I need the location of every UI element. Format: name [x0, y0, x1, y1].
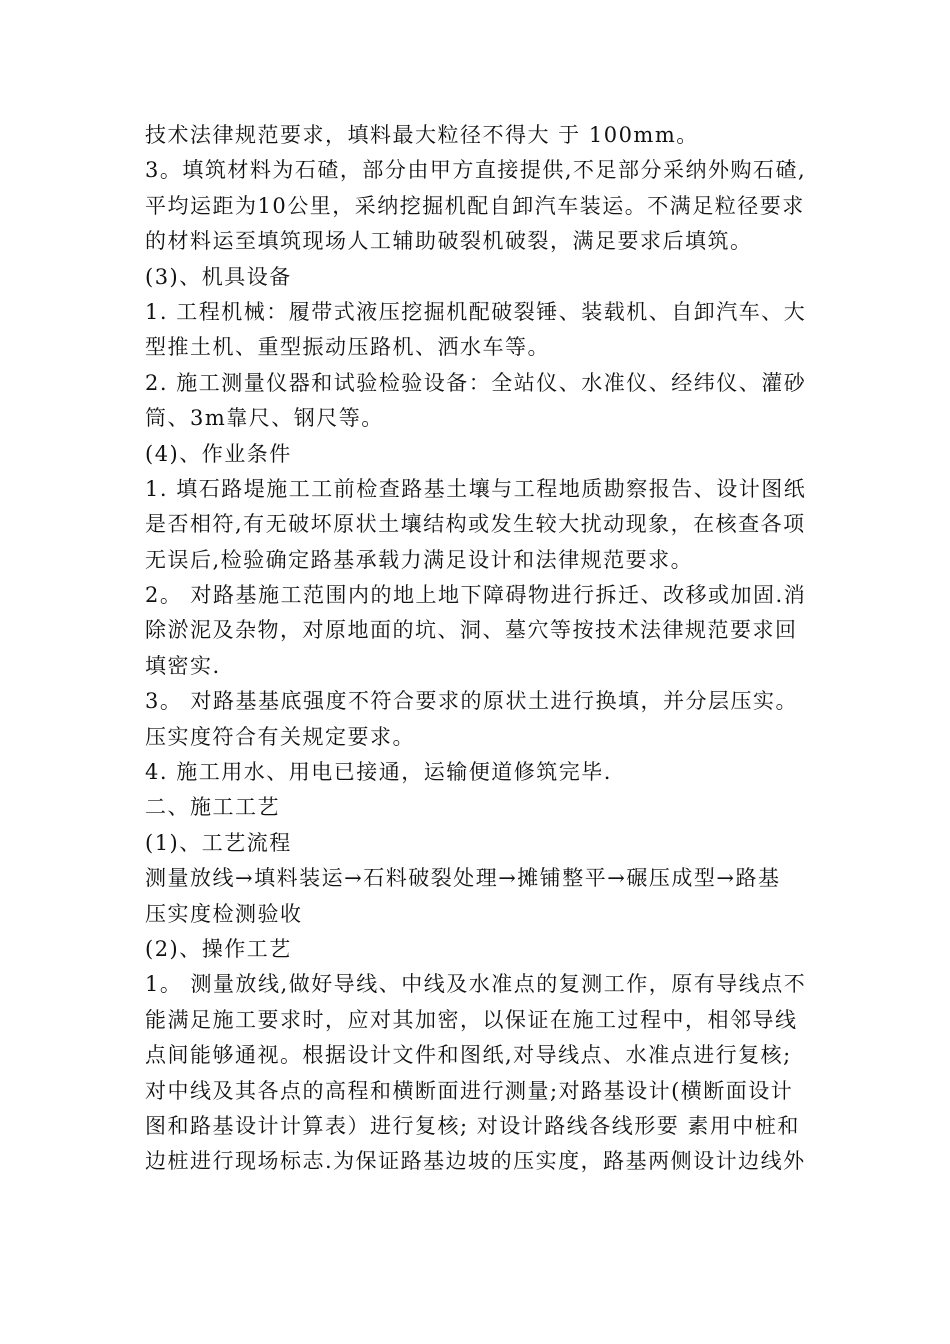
- text-line: 对中线及其各点的高程和横断面进行测量;对路基设计(横断面设计: [145, 1078, 794, 1103]
- text-line: 压实度检测验收: [145, 901, 303, 926]
- text-line: 的材料运至填筑现场人工辅助破裂机破裂，满足要求后填筑。: [145, 229, 753, 254]
- section-heading: (1)、工艺流程: [145, 830, 292, 855]
- text-line: 无误后,检验确定路基承载力满足设计和法律规范要求。: [145, 547, 694, 572]
- text-line: 平均运距为10公里，采纳挖掘机配自卸汽车装运。不满足粒径要求: [145, 193, 805, 218]
- text-line: 边桩进行现场标志.为保证路基边坡的压实度，路基两侧设计边线外: [145, 1149, 806, 1174]
- text-line: 1. 工程机械：履带式液压挖掘机配破裂锤、装载机、自卸汽车、大: [145, 299, 807, 324]
- text-line: 3。 对路基基底强度不符合要求的原状土进行换填，并分层压实。: [145, 689, 799, 714]
- text-line: 除淤泥及杂物，对原地面的坑、洞、墓穴等按技术法律规范要求回: [145, 618, 798, 643]
- document-body: [145, 118, 815, 1180]
- text-line: 能满足施工要求时，应对其加密，以保证在施工过程中，相邻导线: [145, 1007, 798, 1032]
- chapter-heading: 二、施工工艺: [145, 795, 280, 820]
- text-line: 技术法律规范要求，填料最大粒径不得大 于 100mm。: [145, 123, 699, 147]
- text-line: 筒、3m靠尺、钢尺等。: [145, 406, 384, 431]
- text-line: 3。填筑材料为石碴，部分由甲方直接提供,不足部分采纳外购石碴,: [145, 158, 807, 183]
- text-line: 型推土机、重型振动压路机、洒水车等。: [145, 335, 550, 360]
- text-line: 压实度符合有关规定要求。: [145, 724, 415, 749]
- text-line: 1。 测量放线,做好导线、中线及水准点的复测工作，原有导线点不: [145, 972, 807, 997]
- text-line: 4. 施工用水、用电已接通，运输便道修筑完毕.: [145, 760, 612, 785]
- section-heading: (4)、作业条件: [145, 441, 292, 466]
- text-line: 填密实.: [145, 653, 221, 678]
- text-line: 2. 施工测量仪器和试验检验设备：全站仪、水准仪、经纬仪、灌砂: [145, 370, 807, 395]
- text-line: 是否相符,有无破坏原状土壤结构或发生较大扰动现象，在核查各项: [145, 512, 806, 537]
- section-heading: (2)、操作工艺: [145, 936, 292, 961]
- text-line: 测量放线→填料装运→石料破裂处理→摊铺整平→碾压成型→路基: [145, 866, 781, 891]
- text-line: 2。 对路基施工范围内的地上地下障碍物进行拆迁、改移或加固.消: [145, 583, 807, 608]
- section-heading: (3)、机具设备: [145, 264, 292, 289]
- text-line: 图和路基设计计算表）进行复核; 对设计路线各线形要 素用中桩和: [145, 1113, 800, 1138]
- text-line: 1. 填石路堤施工工前检查路基土壤与工程地质勘察报告、设计图纸: [145, 476, 807, 501]
- text-line: 点间能够通视。根据设计文件和图纸,对导线点、水准点进行复核;: [145, 1043, 792, 1068]
